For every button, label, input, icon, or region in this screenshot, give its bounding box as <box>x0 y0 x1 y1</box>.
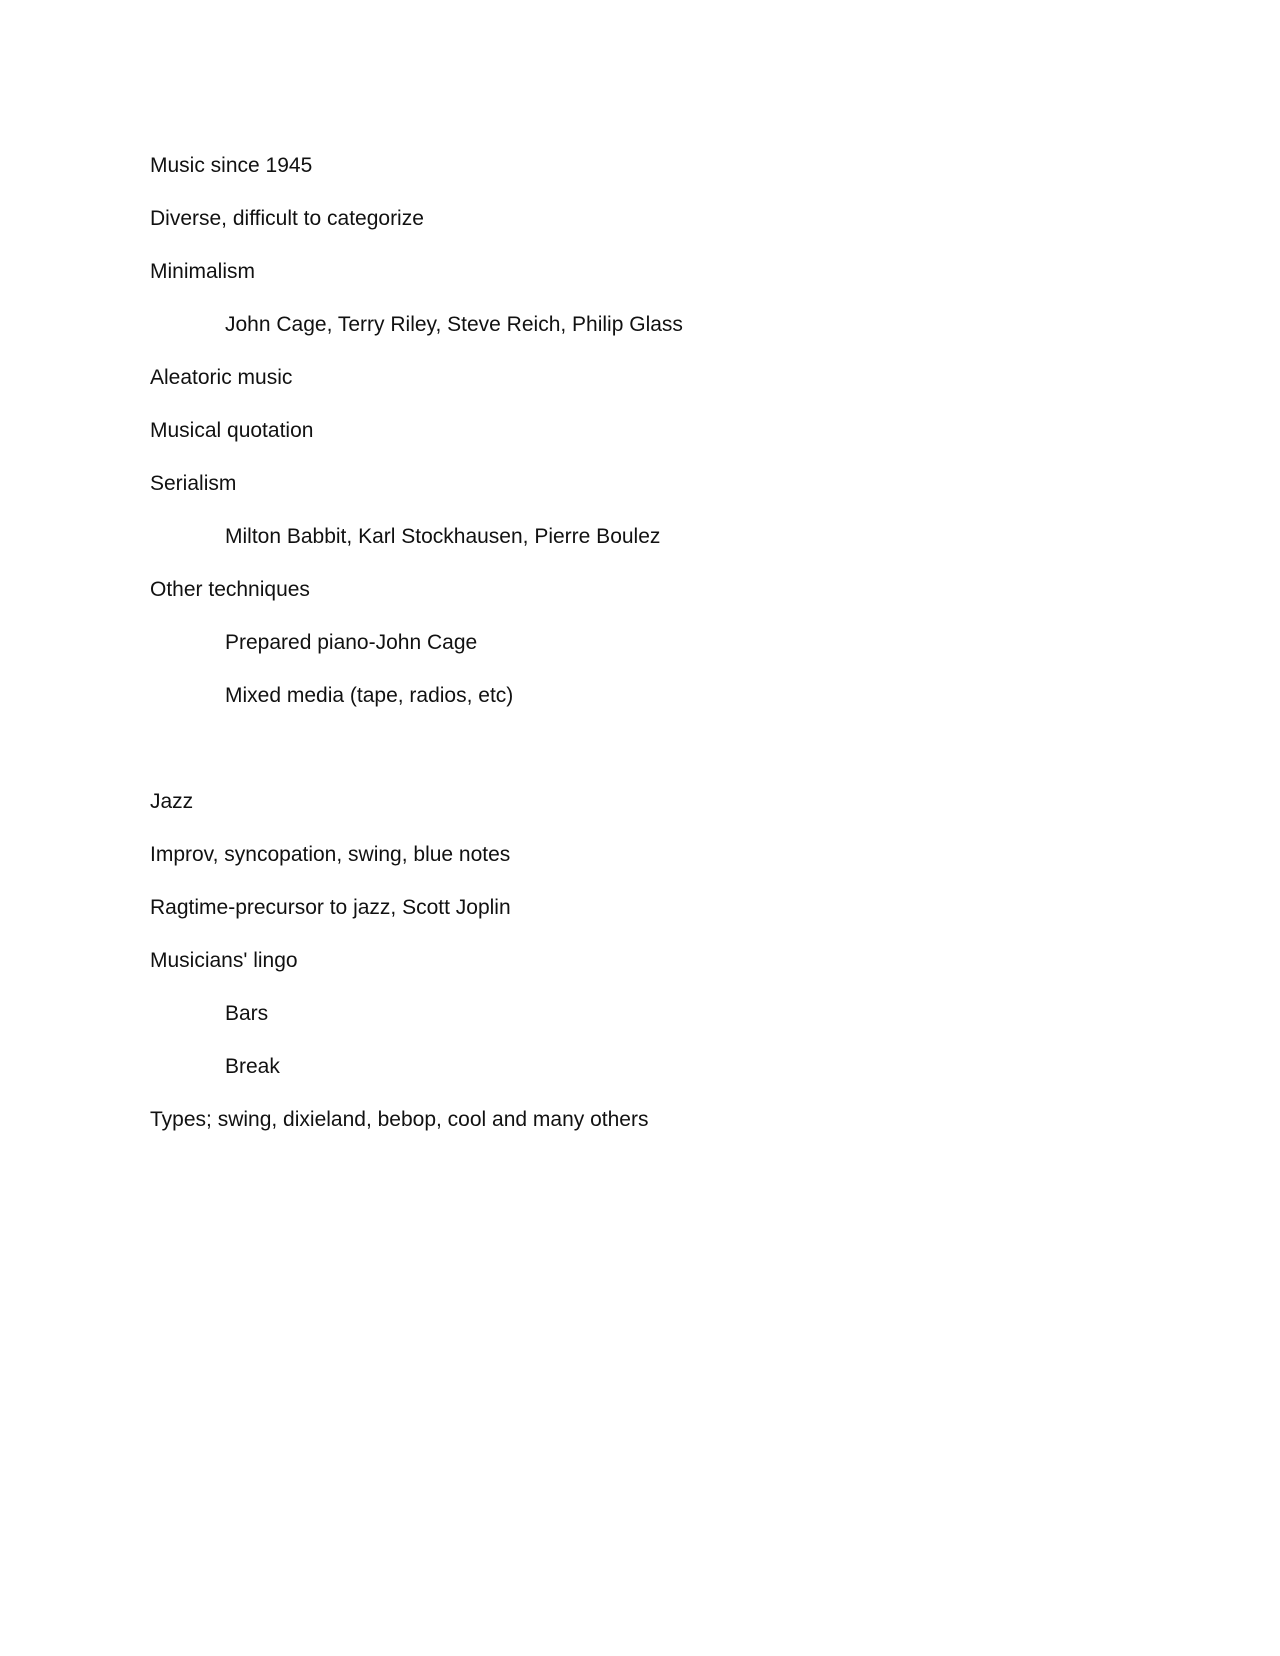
line-other-techniques: Other techniques <box>150 578 310 601</box>
line-types: Types; swing, dixieland, bebop, cool and many others <box>150 1108 649 1131</box>
line-music-since-1945: Music since 1945 <box>150 154 313 177</box>
line-aleatoric-music: Aleatoric music <box>150 366 293 389</box>
line-improv: Improv, syncopation, swing, blue notes <box>150 843 511 866</box>
line-jazz: Jazz <box>150 790 194 813</box>
line-diverse: Diverse, difficult to categorize <box>150 207 424 230</box>
blank-line <box>150 731 1150 784</box>
line-minimalism-composers: John Cage, Terry Riley, Steve Reich, Philip Glass <box>225 313 683 336</box>
line-mixed-media: Mixed media (tape, radios, etc) <box>225 684 514 707</box>
line-prepared-piano: Prepared piano-John Cage <box>225 631 478 654</box>
line-musicians-lingo: Musicians' lingo <box>150 949 298 972</box>
line-minimalism: Minimalism <box>150 260 255 283</box>
line-break: Break <box>225 1055 280 1078</box>
line-serialism-composers: Milton Babbit, Karl Stockhausen, Pierre Boulez <box>225 525 661 548</box>
line-ragtime: Ragtime-precursor to jazz, Scott Joplin <box>150 896 511 919</box>
document-body[interactable] <box>150 148 1150 1155</box>
line-serialism: Serialism <box>150 472 237 495</box>
line-bars: Bars <box>225 1002 269 1025</box>
line-musical-quotation: Musical quotation <box>150 419 314 442</box>
